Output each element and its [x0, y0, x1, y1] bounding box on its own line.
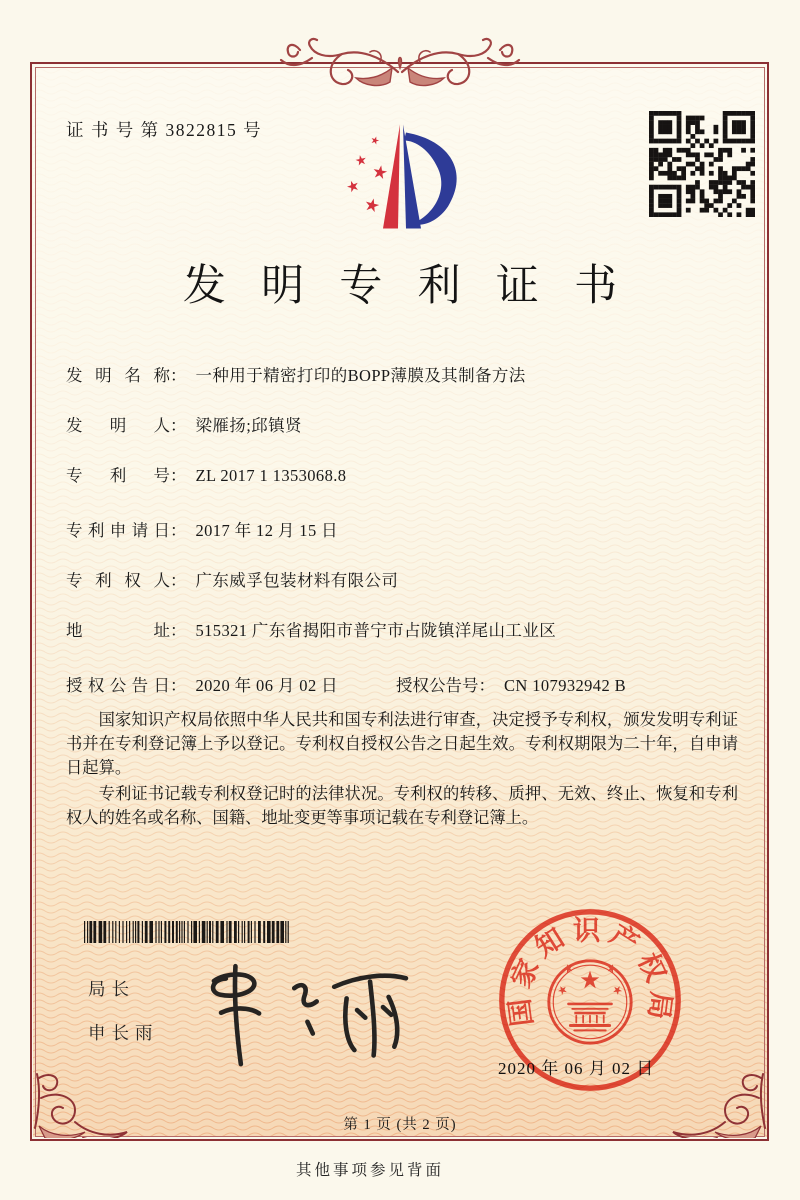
field-label: 授权公告号: [396, 676, 479, 695]
field-label: 发明人: [66, 416, 170, 435]
colon: ：: [170, 621, 187, 640]
field-value: CN 107932942 B: [504, 676, 627, 695]
seal-date: 2020 年 06 月 02 日: [498, 1059, 655, 1078]
seal-gate: [568, 1004, 611, 1030]
page-number: 第 1 页 (共 2 页): [343, 1117, 457, 1133]
legal-paragraph-1: 国家知识产权局依照中华人民共和国专利法进行审查，决定授予专利权，颁发发明专利证书并在专利登记簿上予以登记。专利权自授权公告之日起生效。专利权期限为二十年，自申请日起算。: [66, 710, 738, 777]
colon: ：: [170, 416, 187, 435]
seal-arc-text: 国家知识产权局: [503, 915, 677, 1028]
field-value: 515321 广东省揭阳市普宁市占陇镇洋尾山工业区: [195, 621, 557, 640]
field-patent-number: [66, 462, 738, 486]
qr-code: [649, 111, 755, 217]
director-name: 申长雨: [88, 1023, 159, 1043]
certificate-barcode: [84, 921, 292, 943]
field-address: [66, 617, 738, 641]
colon: ：: [170, 571, 187, 590]
field-label: 发明名称: [66, 366, 170, 385]
director-signature: [175, 950, 425, 1070]
field-value: 梁雁扬;邱镇贤: [195, 416, 302, 435]
logo-stars: [346, 135, 388, 213]
field-filing-date: [66, 517, 738, 541]
back-side-note: 其他事项参见背面: [295, 1162, 444, 1179]
field-grant-number: [396, 672, 626, 696]
field-label: 专利申请日: [66, 521, 170, 540]
certificate-number: 证 书 号 第 3822815 号: [66, 120, 263, 140]
certificate-title: 发明专利证书: [182, 263, 653, 310]
field-label: 地址: [66, 621, 170, 640]
field-label: 授权公告日: [66, 676, 170, 695]
top-scroll-ornament: [278, 34, 522, 98]
colon: ：: [170, 366, 187, 385]
legal-paragraph-2: 专利证书记载专利权登记时的法律状况。专利权的转移、质押、无效、终止、恢复和专利权人的姓名或名称、国籍、地址变更等事项记载在专利登记簿上。: [66, 784, 738, 828]
colon: ：: [478, 676, 495, 695]
colon: ：: [170, 466, 187, 485]
field-invention-name: [66, 362, 738, 386]
field-value: 2017 年 12 月 15 日: [195, 521, 339, 540]
field-grant-date: [66, 672, 738, 696]
field-value: 2020 年 06 月 02 日: [195, 676, 339, 695]
field-label: 专利号: [66, 466, 170, 485]
field-value: ZL 2017 1 1353068.8: [195, 466, 347, 485]
colon: ：: [170, 676, 187, 695]
logo-p-mark: [383, 125, 457, 229]
legal-text: [66, 708, 738, 830]
field-patentee: [66, 567, 738, 591]
cnipa-logo: [326, 110, 476, 246]
field-value: 一种用于精密打印的BOPP薄膜及其制备方法: [195, 366, 526, 385]
director-title: 局长: [88, 979, 135, 999]
field-label: 专利权人: [66, 571, 170, 590]
colon: ：: [170, 521, 187, 540]
field-value: 广东威孚包装材料有限公司: [195, 571, 399, 590]
field-inventor: [66, 412, 738, 436]
